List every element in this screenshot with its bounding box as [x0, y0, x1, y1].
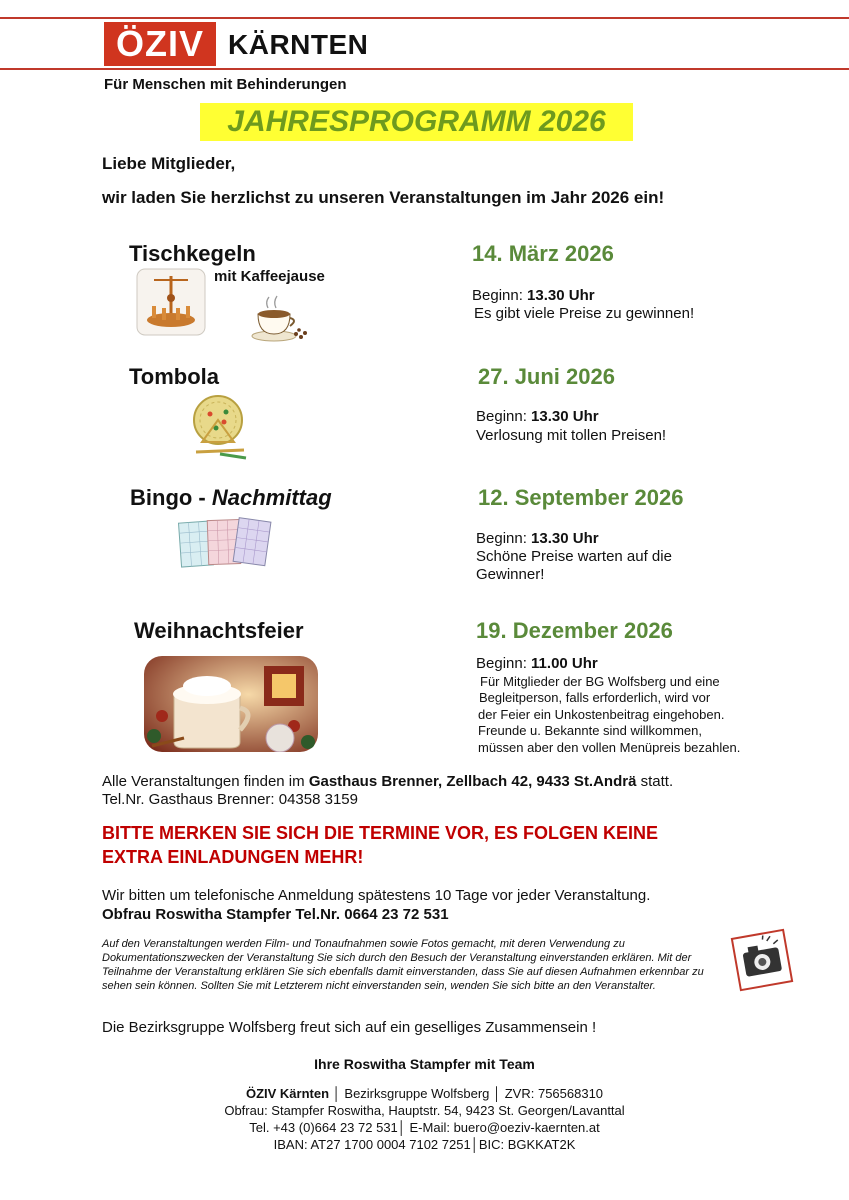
event-line: der Feier ein Unkostenbeitrag eingehoben. — [478, 707, 725, 722]
event-line: müssen aber den vollen Menüpreis bezahlen. — [478, 740, 741, 755]
header-rule — [0, 68, 849, 70]
footer-line: Obfrau: Stampfer Roswitha, Hauptstr. 54, 9423 St. Georgen/Lavanttal — [224, 1103, 625, 1118]
event-begin: Beginn: 11.00 Uhr — [476, 655, 598, 672]
event-name: Weihnachtsfeier — [134, 618, 304, 643]
event-date: 19. Dezember 2026 — [476, 618, 673, 643]
location-phone: Tel.Nr. Gasthaus Brenner: 04358 3159 — [102, 791, 358, 808]
camera-icon — [730, 928, 794, 992]
event-begin: Beginn: 13.30 Uhr — [472, 287, 595, 304]
event-line: Es gibt viele Preise zu gewinnen! — [474, 305, 695, 322]
christmas-drink-image — [144, 656, 318, 752]
coffee-cup-image — [248, 292, 310, 344]
intro: wir laden Sie herzlichst zu unseren Veranstaltungen im Jahr 2026 ein! — [102, 188, 665, 207]
event-line: Für Mitglieder der BG Wolfsberg und eine — [480, 674, 720, 689]
footer-line: Tel. +43 (0)664 23 72 531│ E-Mail: buero@oeziv-kaernten.at — [249, 1120, 600, 1135]
footer-line: IBAN: AT27 1700 0004 7102 7251│BIC: BGKKAT2K — [273, 1137, 576, 1152]
bingo-cards-image — [178, 516, 274, 570]
event-date: 12. September 2026 — [478, 485, 684, 510]
event-date: 27. Juni 2026 — [478, 364, 615, 389]
event-line: Begleitperson, falls erforderlich, wird vor — [479, 690, 711, 705]
oeziv-logo: ÖZIV — [104, 22, 216, 66]
event-date: 14. März 2026 — [472, 241, 614, 266]
event-line: Verlosung mit tollen Preisen! — [476, 427, 667, 444]
skittles-image — [136, 268, 206, 336]
signature: Ihre Roswitha Stampfer mit Team — [314, 1056, 535, 1072]
closing-text: Die Bezirksgruppe Wolfsberg freut sich auf ein geselliges Zusammensein ! — [102, 1019, 597, 1036]
event-name: Tombola — [129, 364, 220, 389]
tombola-drum-image — [186, 392, 250, 464]
contact-line: Obfrau Roswitha Stampfer Tel.Nr. 0664 23 72 531 — [102, 906, 449, 923]
notice-line: BITTE MERKEN SIE SICH DIE TERMINE VOR, ES FOLGEN KEINE — [102, 823, 659, 843]
notice-line: EXTRA EINLADUNGEN MEHR! — [102, 847, 364, 867]
event-extra: mit Kaffeejause — [214, 268, 325, 285]
event-begin: Beginn: 13.30 Uhr — [476, 408, 599, 425]
greeting: Liebe Mitglieder, — [102, 154, 236, 173]
location-line: Alle Veranstaltungen finden im Gasthaus Brenner, Zellbach 42, 9433 St.Andrä statt. — [102, 773, 674, 790]
event-line: Schöne Preise warten auf die — [476, 548, 672, 565]
event-name: Tischkegeln — [129, 241, 256, 266]
event-line: Gewinner! — [476, 566, 545, 583]
registration-text: Wir bitten um telefonische Anmeldung spätestens 10 Tage vor jeder Veranstaltung. — [102, 887, 651, 904]
page-title: JAHRESPROGRAMM 2026 — [200, 103, 633, 141]
event-line: Freunde u. Bekannte sind willkommen, — [478, 723, 703, 738]
tagline: Für Menschen mit Behinderungen — [104, 76, 347, 93]
event-begin: Beginn: 13.30 Uhr — [476, 530, 599, 547]
photo-disclaimer: Auf den Veranstaltungen werden Film- und Tonaufnahmen sowie Fotos gemacht, mit deren Verwendung zu Dokumentationszwecken der Veranstaltung Sie sich durch den Besuch der Veranstaltung einverstanden erklären. Mit der Teilnahme der Veranstaltung erklären Sie sich ebenfalls damit einverstanden, dass Sie auf diesen Aufnahmen erkennbar zu sehen sein können. Sollten Sie mit Letzterem nicht einverstanden sein, wenden Sie sich bitte an den Veranstalter. — [102, 938, 704, 992]
top-rule — [0, 17, 849, 19]
event-name: Bingo - Nachmittag — [130, 485, 332, 510]
logo-region: KÄRNTEN — [228, 29, 369, 60]
footer-line: ÖZIV Kärnten │ Bezirksgruppe Wolfsberg │ ZVR: 756568310 — [245, 1086, 604, 1101]
